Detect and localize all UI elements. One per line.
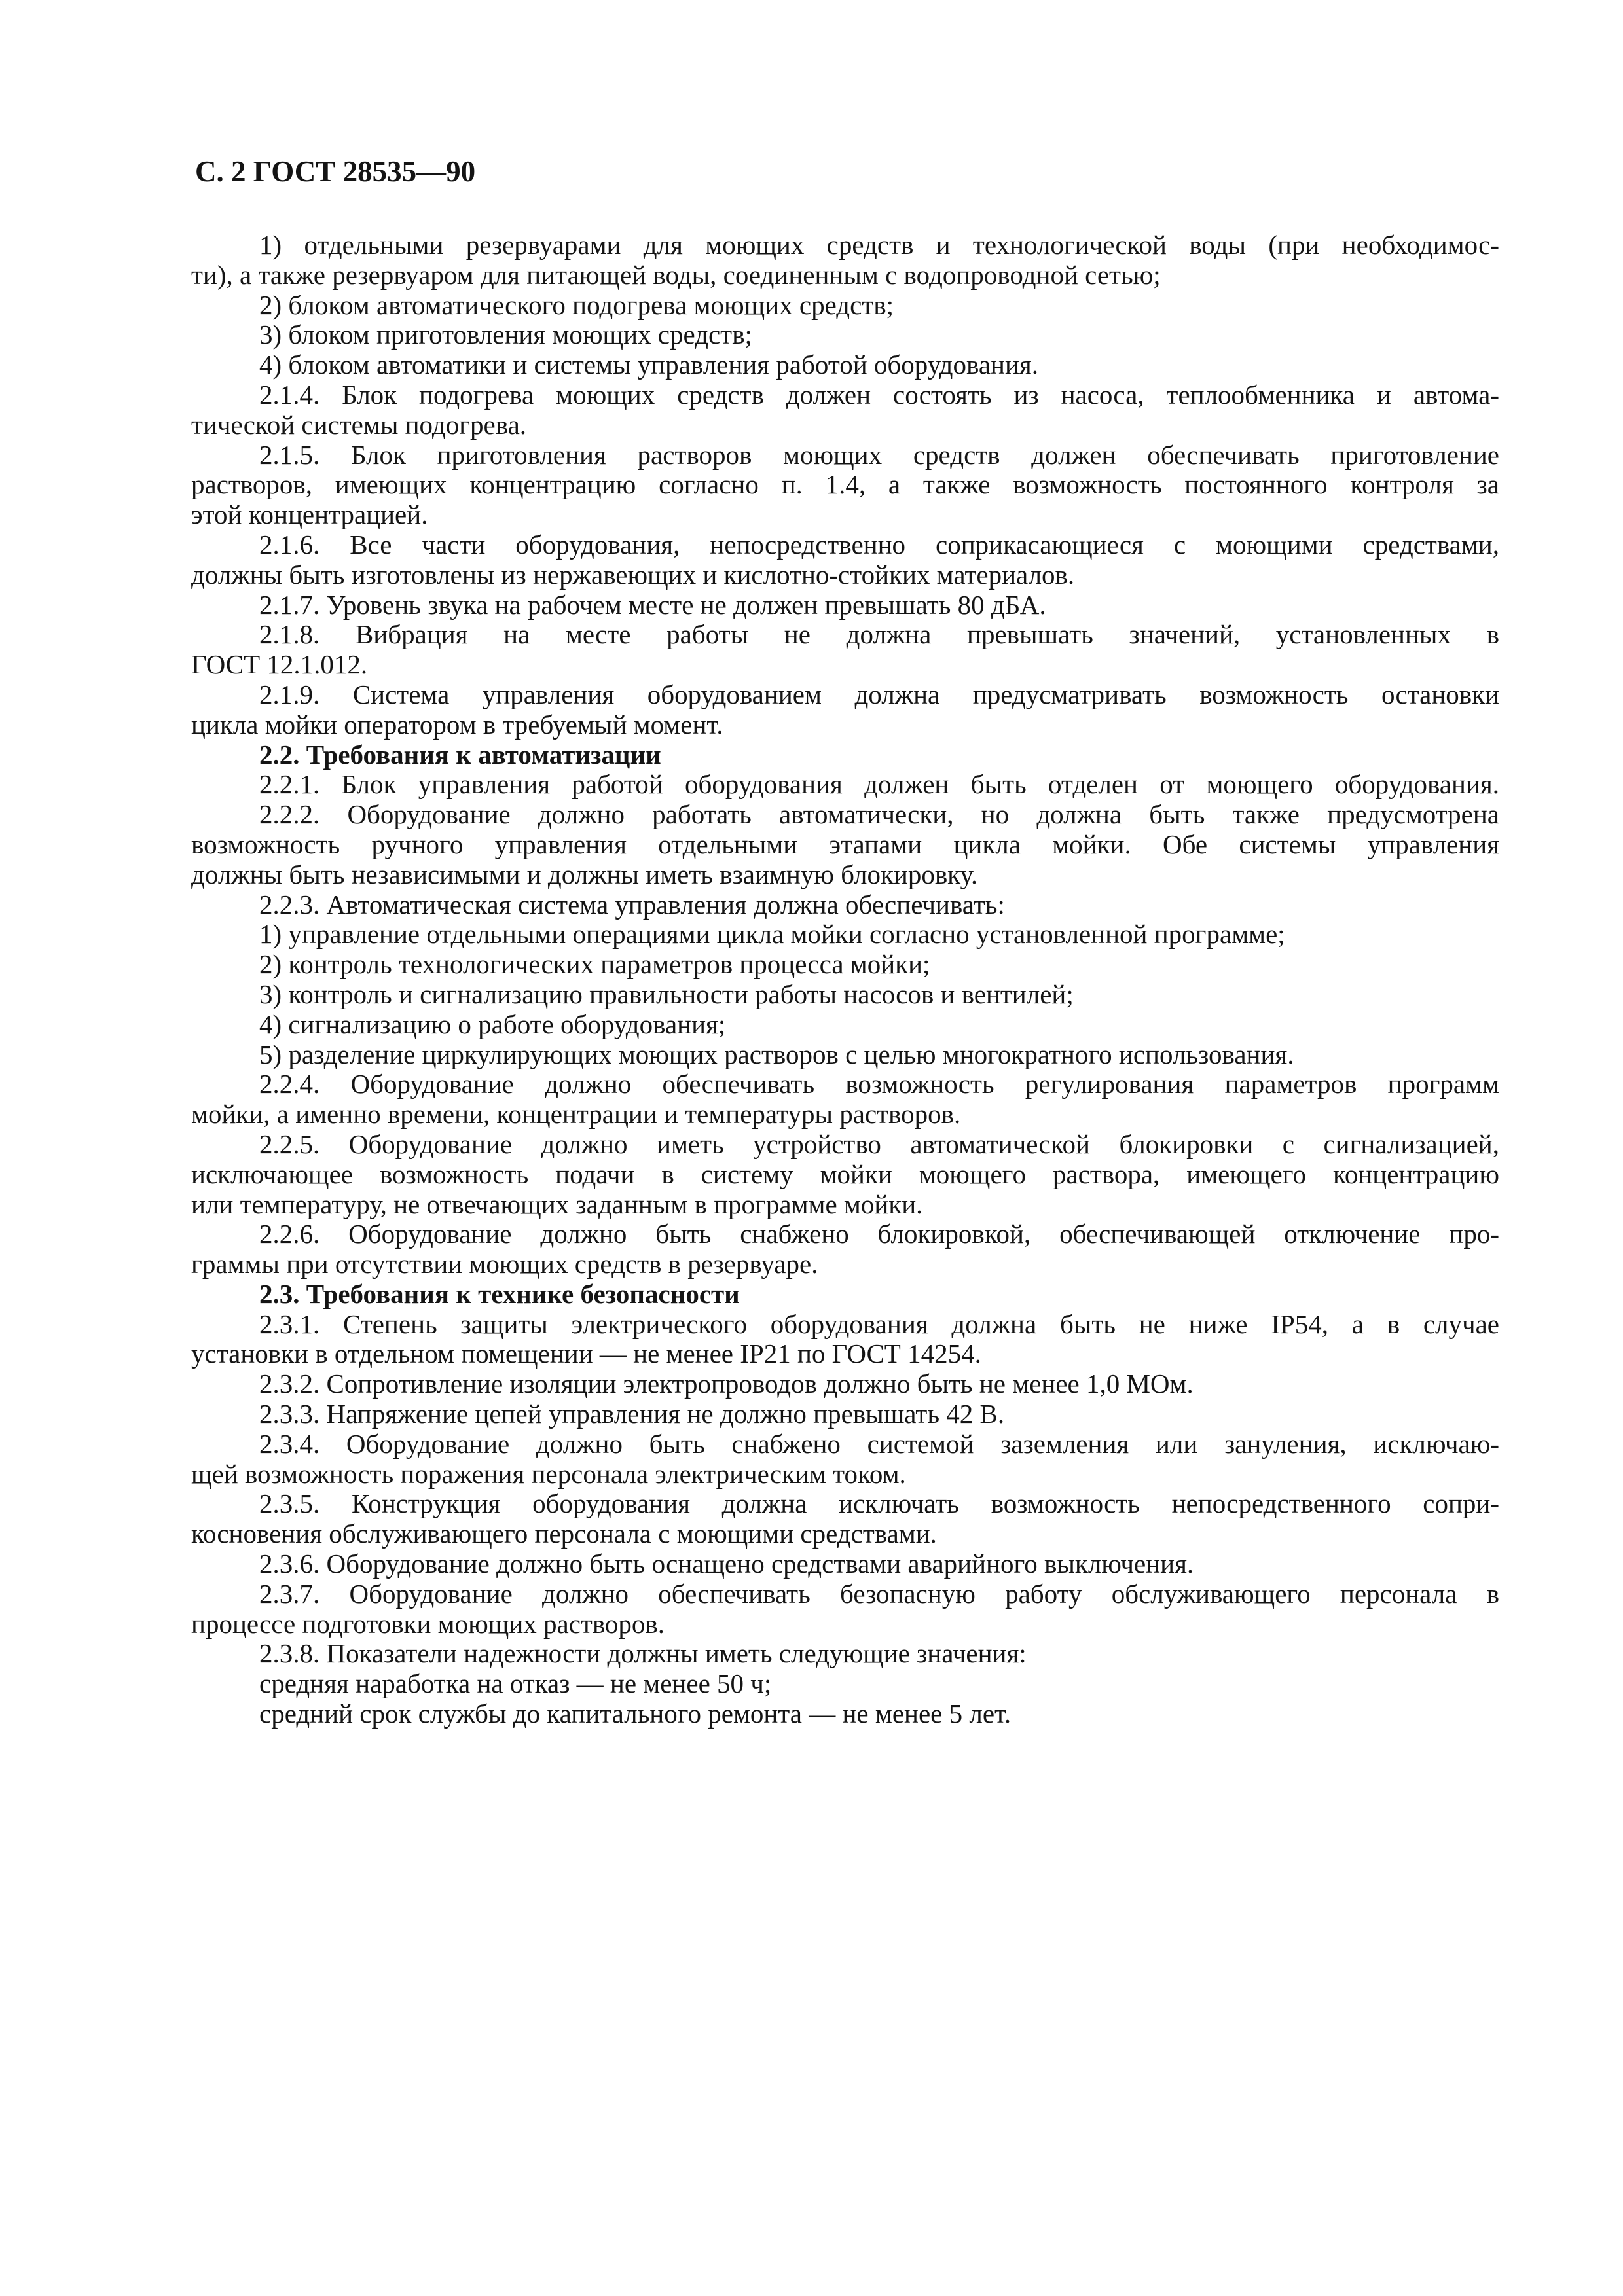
- text-line: 2) контроль технологических параметров процесса мойки;: [259, 950, 930, 980]
- text-line: 2.1.6. Все части оборудования, непосредственно соприкасающиеся с моющими средствами,: [259, 529, 1499, 560]
- text-line: 2.3.2. Сопротивление изоляции электропроводов должно быть не менее 1,0 МОм.: [259, 1369, 1194, 1399]
- text-line: 2.3.1. Степень защиты электрического оборудования должна быть не ниже IP54, а в случае: [259, 1309, 1499, 1339]
- text-line: должны быть независимыми и должны иметь взаимную блокировку.: [191, 859, 978, 889]
- text-line: 5) разделение циркулирующих моющих растворов с целью многократного использования.: [259, 1039, 1294, 1069]
- text-line: косновения обслуживающего персонала с моющими средствами.: [191, 1519, 937, 1549]
- text-line: 2.3.4. Оборудование должно быть снабжено системой заземления или зануления, исключаю-: [259, 1429, 1499, 1459]
- text-line: 2.2.2. Оборудование должно работать автоматически, но должна быть также предусмотрена: [259, 800, 1499, 830]
- text-line: 2) блоком автоматического подогрева моющих средств;: [259, 290, 894, 320]
- text-line: 2.3.5. Конструкция оборудования должна исключать возможность непосредственного сопри-: [259, 1489, 1499, 1519]
- text-line: 2.3.7. Оборудование должно обеспечивать безопасную работу обслуживающего персонала в: [259, 1579, 1499, 1609]
- text-line: 2.2.1. Блок управления работой оборудования должен быть отделен от моющего оборудования.: [259, 770, 1499, 800]
- document-body: [191, 230, 1499, 1729]
- text-line: 2.1.5. Блок приготовления растворов моющих средств должен обеспечивать приготовление: [259, 440, 1499, 470]
- text-line: растворов, имеющих концентрацию согласно п. 1.4, а также возможность постоянного контроля за: [191, 470, 1499, 500]
- text-line: ГОСТ 12.1.012.: [191, 650, 368, 680]
- text-line: 4) блоком автоматики и системы управления работой оборудования.: [259, 350, 1039, 380]
- section-heading: 2.3. Требования к технике безопасности: [259, 1279, 740, 1309]
- text-line: 2.2.4. Оборудование должно обеспечивать возможность регулирования параметров программ: [259, 1069, 1499, 1100]
- text-line: 2.1.9. Система управления оборудованием должна предусматривать возможность остановки: [259, 679, 1499, 709]
- text-line: тической системы подогрева.: [191, 410, 527, 440]
- text-line: 3) блоком приготовления моющих средств;: [259, 320, 752, 350]
- text-line: 2.3.8. Показатели надежности должны иметь следующие значения:: [259, 1639, 1027, 1669]
- text-line: ти), а также резервуаром для питающей воды, соединенным с водопроводной сетью;: [191, 260, 1161, 290]
- text-line: исключающее возможность подачи в систему мойки моющего раствора, имеющего концентрацию: [191, 1159, 1499, 1189]
- text-line: возможность ручного управления отдельными этапами цикла мойки. Обе системы управления: [191, 829, 1499, 859]
- text-line: 4) сигнализацию о работе оборудования;: [259, 1009, 726, 1039]
- page-header: С. 2 ГОСТ 28535—90: [195, 155, 476, 188]
- text-line: 3) контроль и сигнализацию правильности работы насосов и вентилей;: [259, 979, 1074, 1009]
- text-line: средняя наработка на отказ — не менее 50 ч;: [259, 1669, 772, 1699]
- text-line: или температуру, не отвечающих заданным в программе мойки.: [191, 1189, 923, 1219]
- text-line: 2.1.4. Блок подогрева моющих средств должен состоять из насоса, теплообменника и автома-: [259, 380, 1499, 410]
- text-line: 2.2.3. Автоматическая система управления должна обеспечивать:: [259, 889, 1005, 920]
- text-line: 1) отдельными резервуарами для моющих средств и технологической воды (при необходимос-: [259, 230, 1499, 260]
- section-heading: 2.2. Требования к автоматизации: [259, 740, 661, 770]
- text-line: 2.3.3. Напряжение цепей управления не должно превышать 42 В.: [259, 1399, 1005, 1429]
- text-line: 2.2.5. Оборудование должно иметь устройство автоматической блокировки с сигнализацией,: [259, 1129, 1499, 1159]
- text-line: цикла мойки оператором в требуемый момент.: [191, 709, 723, 740]
- text-line: 1) управление отдельными операциями цикла мойки согласно установленной программе;: [259, 920, 1285, 950]
- text-line: установки в отдельном помещении — не менее IP21 по ГОСТ 14254.: [191, 1339, 981, 1369]
- text-line: 2.1.7. Уровень звука на рабочем месте не должен превышать 80 дБА.: [259, 590, 1046, 620]
- text-line: щей возможность поражения персонала электрическим током.: [191, 1459, 906, 1489]
- text-line: 2.2.6. Оборудование должно быть снабжено блокировкой, обеспечивающей отключение про-: [259, 1219, 1499, 1249]
- text-line: процессе подготовки моющих растворов.: [191, 1609, 665, 1639]
- text-line: должны быть изготовлены из нержавеющих и кислотно-стойких материалов.: [191, 560, 1075, 590]
- text-line: мойки, а именно времени, концентрации и температуры растворов.: [191, 1100, 961, 1130]
- text-line: 2.1.8. Вибрация на месте работы не должна превышать значений, установленных в: [259, 620, 1499, 650]
- text-line: средний срок службы до капитального ремонта — не менее 5 лет.: [259, 1699, 1012, 1729]
- text-line: этой концентрацией.: [191, 500, 428, 530]
- text-line: 2.3.6. Оборудование должно быть оснащено средствами аварийного выключения.: [259, 1549, 1194, 1579]
- text-line: граммы при отсутствии моющих средств в резервуаре.: [191, 1249, 818, 1280]
